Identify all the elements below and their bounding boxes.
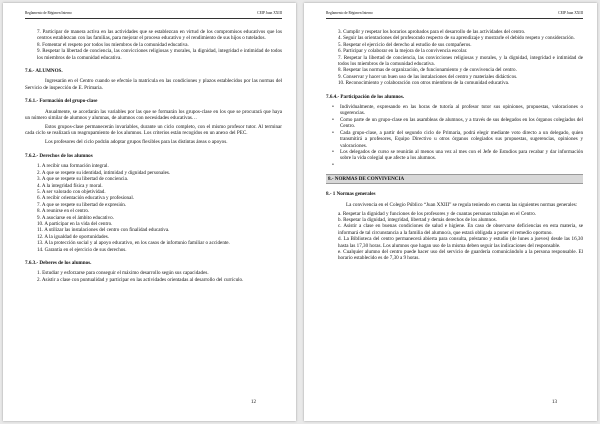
header-right-text: CEIP Juan XXIII	[257, 11, 282, 15]
list-item: • Individualmente, expresando en las horas de tutoría al profesor tutor sus opiniones, propuestas, valoraciones o sugerencias.	[340, 104, 583, 117]
norms-list	[326, 211, 583, 262]
list-item: 7. Respetar la libertad de conciencia, las convicciones religiosas y morales, y la dignidad, integridad e intimidad de todos los miembros de la comunidad educativa.	[338, 54, 583, 68]
page-content	[25, 29, 282, 286]
list-item: 10. Reconocimiento y colaboración con otros miembros de la comunidad educativa.	[338, 80, 510, 87]
list-item	[340, 162, 583, 168]
paragraph: Estos grupos-clase permanecerán invariables, durante un ciclo completo, con el mismo profesor tutor. Al terminar cada ciclo se realizará un reagrupamiento de los alumnos. Los criterios están recogidos en un anexo del PEC.	[25, 124, 282, 137]
list-item: 10. A participar en la vida del centro.	[37, 220, 113, 227]
list-item: 3. Cumplir y respetar los horarios aprobados para el desarrollo de las actividades del centro.	[338, 29, 526, 35]
page-header	[25, 11, 282, 15]
list-item: 12. A la igualdad de oportunidades.	[37, 233, 110, 240]
list-item: 6. A recibir orientación educativa y profesional.	[37, 195, 135, 202]
paragraph: La convivencia en el Colegio Público “Juan XXIII” se regula teniendo en cuenta las siguientes normas generales:	[346, 201, 578, 208]
document-page-right	[304, 3, 597, 421]
header-rule	[25, 18, 282, 19]
list-item: 13. A la protección social y al apoyo educativo, en los casos de infortunio familiar o accidente.	[37, 240, 230, 247]
list-item: e. Cualquier alumno del centro puede hacer uso del servicio de guardería comunicándolo a la persona responsable. El horario establecido es de 7,30 a 9 horas.	[338, 248, 583, 262]
page-number: 12	[250, 399, 256, 405]
list-item: • Los delegados de curso se reunirán al menos una vez al mes con el Jefe de Estudios para recabar y dar información sobre la vida colegial que afecte a los alumnos.	[340, 149, 583, 162]
list-item: 2. Asistir a clase con puntualidad y participar en las actividades orientadas al desarrollo del currículo.	[37, 276, 244, 283]
rights-list	[25, 163, 282, 253]
list-item: 3. A que se respete su libertad de conciencia.	[37, 176, 129, 183]
list-item: a. Respetar la dignidad y funciones de los profesores y de cuantas personas trabajan en el Centro.	[338, 210, 537, 217]
section-band: 8.- NORMAS DE CONVIVENCIA	[326, 174, 583, 184]
document-page-left	[3, 3, 296, 421]
list-item: 1. A recibir una formación integral.	[37, 163, 109, 170]
paragraph: Ingresarán en el Centro cuando se efectúe la matrícula en las condiciones y plazos establecidos por las normas del Servicio de inspección de E. Primaria.	[25, 78, 282, 91]
list-item: • Cada grupo-clase, a partir del segundo ciclo de Primaria, podrá elegir mediante voto directo a un delegado, quien transmitirá a profesores, Equipo Directivo u otros órganos colegiados sus propuestas, sugerencias, opiniones y valoraciones.	[340, 130, 583, 149]
list-item: b. Respetar la dignidad, integridad, libertad y demás derechos de los alumnos.	[338, 216, 497, 223]
list-item: 9. A asociarse en el ámbito educativo.	[37, 214, 114, 221]
section-heading: 7.6.1.- Formación del grupo-clase	[25, 98, 98, 105]
list-a	[25, 29, 282, 61]
paragraph: Los profesores del ciclo podrán adoptar grupos flexibles para las distintas áreas o apoyos.	[45, 139, 228, 146]
list-item: d. La Biblioteca del centro permanecerá abierta para consulta, préstamo y estudio (de lunes a jueves) desde las 16,30 hasta las 17,30 horas. Los alumnos que hagan uso de la misma deben seguir las indicaciones del responsable.	[338, 236, 583, 249]
list-item: 14. Garantía en el ejercicio de sus derechos.	[37, 246, 127, 253]
list-item: 1. Estudiar y esforzarse para conseguir el máximo desarrollo según sus capacidades.	[37, 270, 209, 277]
section-heading: 7.6.4.- Participación de los alumnos.	[326, 93, 405, 100]
list-item: 8. A reunirse en el centro.	[37, 208, 90, 215]
list-item: 11. A utilizar las instalaciones del centro con finalidad educativa.	[37, 227, 170, 234]
list-item: 9. Respetar la libertad de conciencia, las convicciones religiosas y morales, la dignidad, integridad e intimidad de todos los miembros de la comunidad educativa.	[37, 48, 282, 61]
section-heading: 7.6.- ALUMNOS.	[25, 68, 63, 75]
participation-list	[326, 104, 583, 168]
header-rule	[326, 18, 583, 19]
header-right-text: CEIP Juan XXIII	[558, 11, 583, 15]
list-item: 5. Respetar el ejercicio del derecho al estudio de sus compañeros.	[338, 41, 472, 48]
list-item: 9. Conservar y hacer un buen uso de las instalaciones del centro y materiales didácticos.	[338, 73, 518, 80]
list-item: • Como parte de un grupo-clase en las asambleas de alumnos, y a través de sus delegados en los órganos colegiados del Centro.	[340, 117, 583, 130]
page-number: 13	[551, 399, 557, 405]
list-item: 4. A la integridad física y moral.	[37, 182, 103, 189]
page-header	[326, 11, 583, 15]
list-b	[326, 29, 583, 87]
list-item: c. Asistir a clase en buenas condiciones de salud e higiene. En caso de observarse deficiencias en esta materia, se informará de tal circunstancia a la familia del alumno/a, que estará obligada a poner el remedio oportuno.	[338, 223, 584, 236]
list-item: 2. A que se respete su identidad, intimidad y dignidad personales.	[37, 169, 171, 176]
page-content	[326, 29, 583, 265]
list-item: 8. Fomentar el respeto por todos los miembros de la comunidad educativa.	[37, 41, 189, 48]
list-item: 6. Participar y colaborar en la mejora de la convivencia escolar.	[338, 48, 468, 55]
header-left-text: Reglamento de Régimen Interno	[25, 11, 72, 15]
section-heading: 7.6.3.- Deberes de los alumnos.	[25, 259, 92, 266]
list-item: 7. Participar de manera activa en las actividades que se establezcan en virtud de los compromisos educativos que los centros establezcan con las familias, para mejorar el proceso educativo y el rendimiento de sus hijos o tutelados.	[37, 29, 283, 42]
list-item: 7. A que se respete su libertad de expresión.	[37, 201, 127, 208]
list-item: 4. Seguir las orientaciones del profesorado respecto de su aprendizaje y mostrarle el debido respeto y consideración.	[338, 35, 575, 42]
list-item: 5. A ser valorado con objetividad.	[37, 188, 106, 195]
duties-list	[25, 270, 282, 283]
header-left-text: Reglamento de Régimen Interno	[326, 11, 373, 15]
section-heading: 8.- 1 Normas generales	[326, 191, 376, 198]
paragraph: Anualmente, se acordarán las variables por las que se formarán los grupos-clase en los que se procurará que haya un número similar de alumnos y alumnas, de alumnos con necesidades educativas…	[25, 108, 282, 122]
list-item: 8. Respetar las normas de organización, de funcionamiento y de convivencia del centro.	[338, 67, 517, 74]
section-heading: 7.6.2.- Derechos de los alumnos	[25, 152, 93, 159]
